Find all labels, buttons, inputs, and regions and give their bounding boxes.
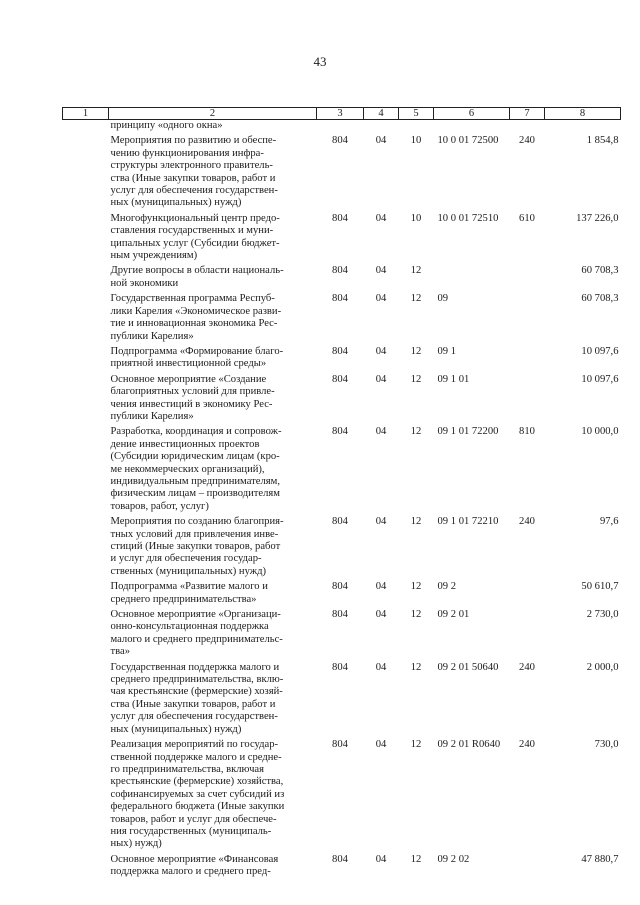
subsection-code: 12 [410, 661, 422, 673]
target-article-code: 09 1 01 72210 [437, 516, 499, 528]
empty-cell [63, 120, 109, 136]
target-article-code: 09 [437, 293, 449, 305]
ministry-code: 804 [332, 293, 348, 305]
table-row [63, 135, 621, 212]
target-article-code: 09 1 [437, 345, 457, 357]
column-header: 7 [510, 108, 545, 120]
target-article-code: 10 0 01 72500 [437, 135, 499, 147]
section-code: 04 [375, 661, 387, 673]
expense-type-code: 810 [519, 426, 535, 438]
amount: 50 610,7 [581, 581, 619, 593]
row-description: Разработка, координация и сопровож- дение инвестиционных проектов (Субсидии юридическим лицам (кро- ме некоммерческих организаций), индивидуальным предпринимателям, физическим лицам – производителям товаров, работ, услуг) [110, 426, 282, 512]
target-article-code: 09 1 01 [437, 373, 470, 385]
column-header: 8 [545, 108, 621, 120]
expense-type-code: 240 [519, 135, 535, 147]
amount: 730,0 [594, 739, 619, 751]
empty-cell [63, 854, 109, 882]
expense-type-code: 610 [519, 212, 535, 224]
empty-cell [63, 293, 109, 346]
ministry-code: 804 [332, 345, 348, 357]
ministry-code: 804 [332, 853, 348, 865]
table-row [63, 374, 621, 427]
row-description: Другие вопросы в области националь- ной экономики [110, 265, 284, 289]
target-article-code: 09 2 02 [437, 853, 470, 865]
amount: 60 708,3 [581, 265, 619, 277]
amount: 47 880,7 [581, 853, 619, 865]
ministry-code: 804 [332, 661, 348, 673]
target-article-code: 10 0 01 72510 [437, 212, 499, 224]
ministry-code: 804 [332, 609, 348, 621]
table-row [63, 609, 621, 662]
target-article-code [434, 120, 510, 136]
section-code: 04 [375, 212, 387, 224]
column-header: 1 [63, 108, 109, 120]
empty-cell [63, 662, 109, 739]
ministry-code: 804 [332, 373, 348, 385]
row-description: Реализация мероприятий по государ- ственной поддержке малого и средне- го предпринимательства, включая крестьянские (фермерские) хозяйства, софинансируемых за счет субсидий из федерального бюджета (Иные закупки товаров, работ и услуг для обеспече- ния государственных (муниципаль- ных) нужд) [110, 739, 285, 850]
expense-type-code: 240 [519, 516, 535, 528]
ministry-code: 804 [332, 581, 348, 593]
amount [545, 120, 621, 136]
target-article-code: 09 2 01 [437, 609, 470, 621]
expense-type-code: 240 [519, 739, 535, 751]
ministry-code: 804 [332, 516, 348, 528]
row-description: Многофункциональный центр предо- ставления государственных и муни- ципальных услуг (Субсидии бюджет- ным учреждениям) [110, 212, 280, 262]
subsection-code: 12 [410, 373, 422, 385]
row-description: Мероприятия по созданию благоприя- тных условий для привлечения инве- стиций (Иные закупки товаров, работ и услуг для обеспечения государ- ственных (муниципальных) нужд) [110, 516, 284, 577]
ministry-code: 804 [332, 265, 348, 277]
row-description: Подпрограмма «Формирование благо- приятной инвестиционной среды» [110, 345, 284, 370]
section-code: 04 [375, 293, 387, 305]
empty-cell [63, 426, 109, 516]
expense-type-code [510, 293, 545, 346]
expense-type-code [510, 120, 545, 136]
table-row [63, 265, 621, 293]
amount: 10 097,6 [581, 345, 619, 357]
row-description: Государственная поддержка малого и среднего предпринимательства, вклю- чая крестьянские (фермерские) хозяй- ства (Иные закупки товаров, работ и услуг для обеспечения государствен- ных (муниципальных) нужд) [110, 661, 284, 735]
ministry-code [317, 120, 364, 136]
row-description: Государственная программа Респуб- лики Карелия «Экономическое разви- тие и инновационная экономика Рес- публики Карелия» [110, 293, 282, 342]
ministry-code: 804 [332, 426, 348, 438]
empty-cell [63, 135, 109, 212]
column-header: 6 [434, 108, 510, 120]
table-row [63, 581, 621, 609]
target-article-code: 09 2 01 R0640 [437, 739, 501, 751]
amount: 2 730,0 [586, 609, 619, 621]
expense-type-code [510, 265, 545, 293]
row-description: Основное мероприятие «Организаци- онно-консультационная поддержка малого и среднего предпринимательс- тва» [110, 609, 283, 658]
subsection-code: 12 [410, 853, 422, 865]
table-row [63, 213, 621, 266]
section-code: 04 [375, 345, 387, 357]
subsection-code: 12 [410, 739, 422, 751]
ministry-code: 804 [332, 135, 348, 147]
subsection-code: 12 [410, 345, 422, 357]
row-description: Мероприятия по развитию и обеспе- чению функционирования инфра- структуры электронного правитель- ства (Иные закупки товаров, работ и услуг для обеспечения государствен- ных (муниципальных) нужд) [110, 135, 278, 209]
subsection-code: 10 [410, 212, 422, 224]
subsection-code: 12 [410, 426, 422, 438]
row-description: Подпрограмма «Развитие малого и среднего предпринимательства» [110, 581, 268, 605]
empty-cell [63, 739, 109, 854]
expense-type-code [510, 346, 545, 374]
row-description: Основное мероприятие «Финансовая поддержка малого и среднего пред- [110, 853, 279, 878]
ministry-code: 804 [332, 739, 348, 751]
empty-cell [63, 581, 109, 609]
section-code: 04 [375, 265, 387, 277]
section-code: 04 [375, 426, 387, 438]
target-article-code: 09 2 [437, 581, 457, 593]
expense-type-code [510, 581, 545, 609]
amount: 1 854,8 [586, 135, 619, 147]
target-article-code [434, 265, 510, 293]
table-row [63, 662, 621, 739]
section-code: 04 [375, 373, 387, 385]
column-header: 3 [317, 108, 364, 120]
ministry-code: 804 [332, 212, 348, 224]
empty-cell [63, 265, 109, 293]
section-code: 04 [375, 516, 387, 528]
amount: 137 226,0 [576, 212, 619, 224]
amount: 10 000,0 [581, 426, 619, 438]
subsection-code: 12 [410, 265, 422, 277]
row-description: Основное мероприятие «Создание благоприятных условий для привле- чения инвестиций в экономику Рес- публики Карелия» [110, 373, 275, 422]
target-article-code: 09 2 01 50640 [437, 661, 499, 673]
amount: 10 097,6 [581, 373, 619, 385]
empty-cell [63, 213, 109, 266]
amount: 2 000,0 [586, 661, 619, 673]
table-row [63, 854, 621, 882]
section-code: 04 [375, 609, 387, 621]
subsection-code: 12 [410, 516, 422, 528]
table-row [63, 426, 621, 516]
expense-type-code [510, 374, 545, 427]
table-row [63, 120, 621, 136]
expense-type-code: 240 [519, 661, 535, 673]
table-row [63, 293, 621, 346]
table-row [63, 346, 621, 374]
row-description: принципу «одного окна» [110, 120, 223, 131]
table-row [63, 739, 621, 854]
budget-table [62, 107, 621, 882]
target-article-code: 09 1 01 72200 [437, 426, 499, 438]
empty-cell [63, 609, 109, 662]
table-row [63, 516, 621, 581]
subsection-code [399, 120, 434, 136]
expense-type-code [510, 609, 545, 662]
subsection-code: 12 [410, 609, 422, 621]
column-header: 5 [399, 108, 434, 120]
section-code: 04 [375, 739, 387, 751]
page-number: 43 [313, 54, 327, 69]
section-code [364, 120, 399, 136]
subsection-code: 10 [410, 135, 422, 147]
column-header: 4 [364, 108, 399, 120]
table-header-row [63, 108, 621, 120]
section-code: 04 [375, 853, 387, 865]
expense-type-code [510, 854, 545, 882]
section-code: 04 [375, 135, 387, 147]
empty-cell [63, 374, 109, 427]
subsection-code: 12 [410, 581, 422, 593]
amount: 97,6 [599, 516, 619, 528]
amount: 60 708,3 [581, 293, 619, 305]
column-header: 2 [109, 108, 317, 120]
section-code: 04 [375, 581, 387, 593]
subsection-code: 12 [410, 293, 422, 305]
empty-cell [63, 346, 109, 374]
empty-cell [63, 516, 109, 581]
